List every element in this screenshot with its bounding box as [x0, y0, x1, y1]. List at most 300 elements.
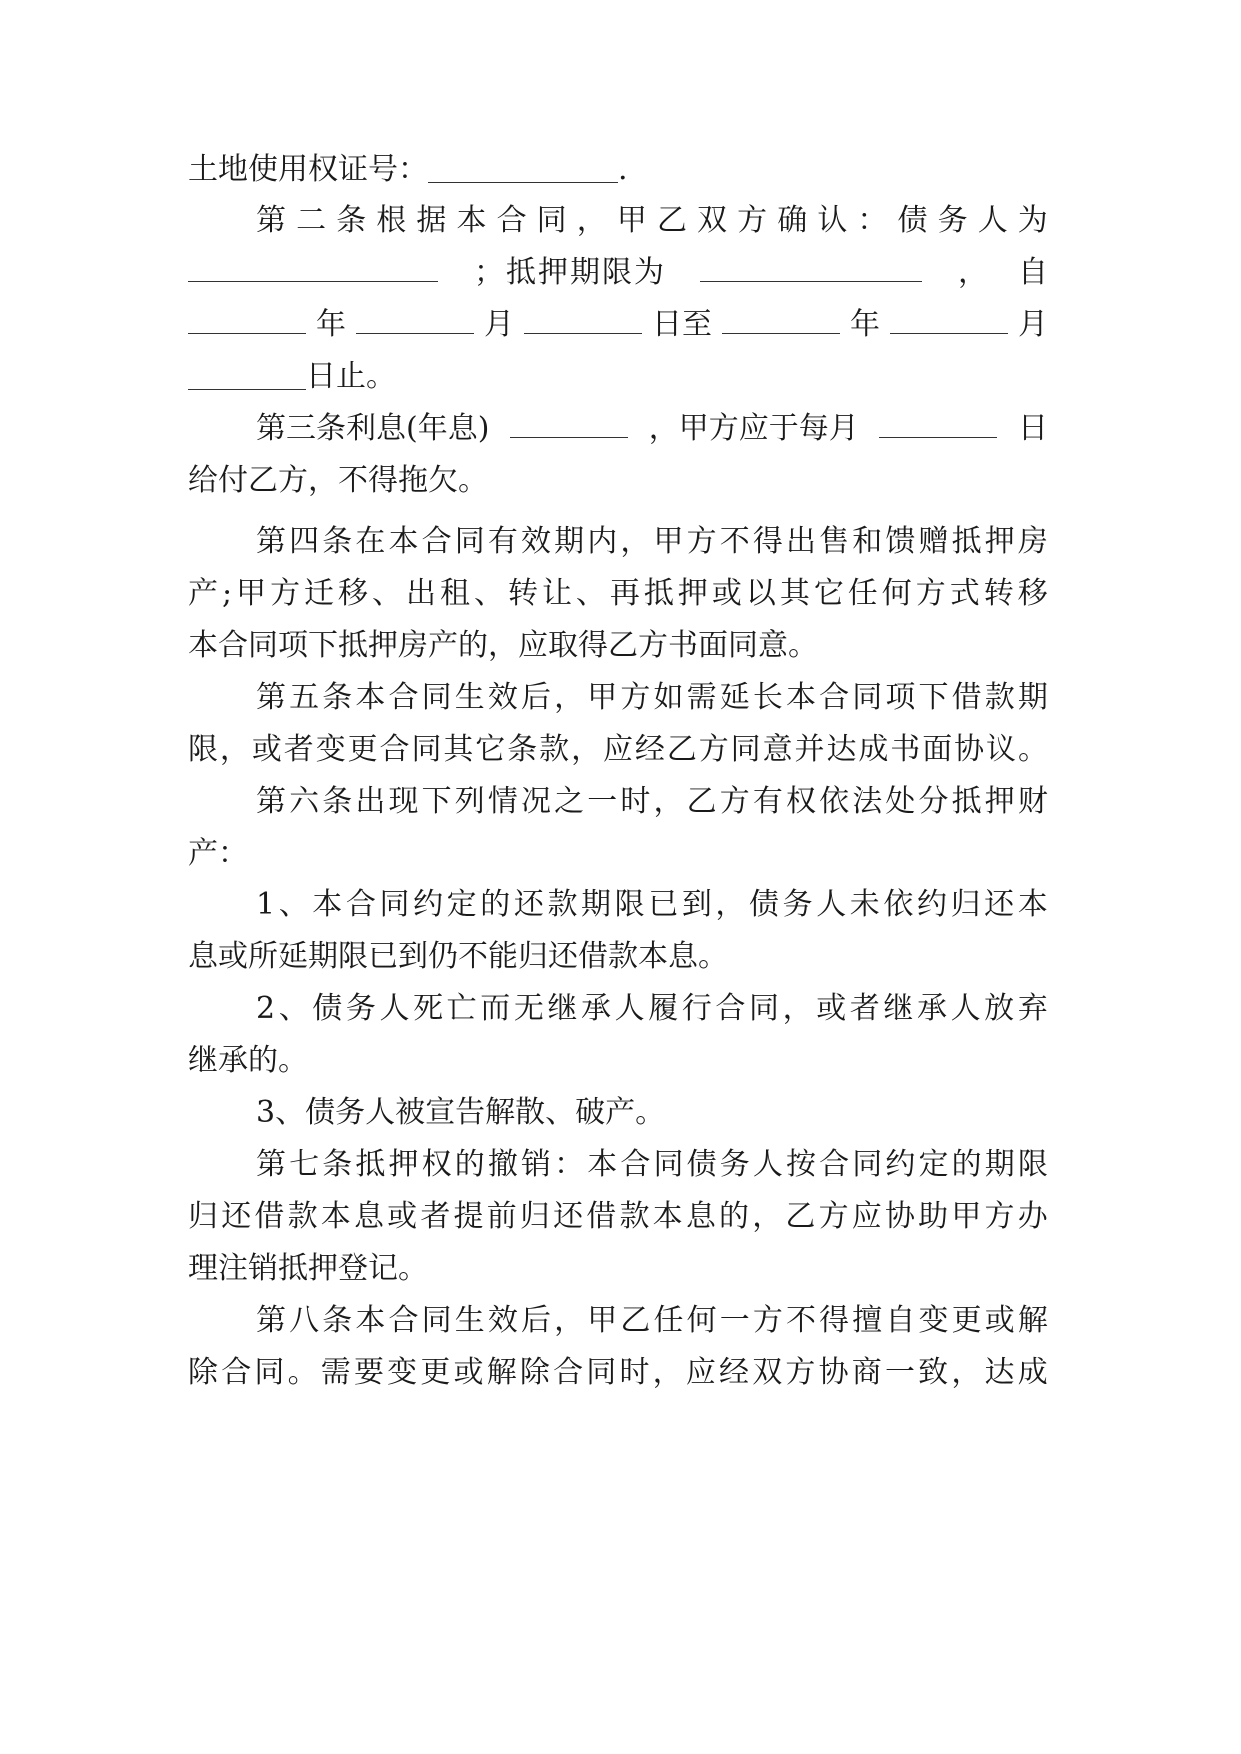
- char: 任: [847, 576, 878, 611]
- debtor-blank[interactable]: [188, 251, 438, 282]
- char: 合: [379, 732, 410, 767]
- char: 履: [648, 991, 679, 1026]
- char: 抵: [643, 576, 674, 611]
- char: 议: [986, 732, 1017, 767]
- char: 1: [256, 887, 276, 922]
- char: 提: [453, 1199, 484, 1234]
- char: 在: [355, 524, 386, 559]
- char: 据: [416, 203, 447, 238]
- char: 如: [653, 680, 684, 715]
- char: 约: [885, 1147, 916, 1182]
- char: 何: [881, 576, 912, 611]
- end-month-blank[interactable]: [890, 303, 1008, 334]
- char: 效: [487, 680, 518, 715]
- char: 合: [388, 1303, 419, 1338]
- char: 方: [686, 524, 717, 559]
- char: 同: [536, 203, 567, 238]
- char: 抵: [355, 1147, 386, 1182]
- char: 它: [813, 576, 844, 611]
- char: 按: [786, 1147, 816, 1182]
- char: 七: [289, 1147, 320, 1182]
- char: 押: [677, 576, 708, 611]
- char: 还: [221, 1199, 252, 1234]
- char: 解: [486, 1355, 517, 1390]
- char: 情: [487, 784, 518, 819]
- char: 款: [287, 1199, 318, 1234]
- char: 债: [686, 1147, 717, 1182]
- char: 定: [446, 887, 477, 922]
- article-2-line-2: [188, 245, 1048, 301]
- char: 本: [312, 887, 343, 922]
- char: 的: [454, 1147, 485, 1182]
- char: 到: [681, 887, 712, 922]
- char: 还: [513, 887, 544, 922]
- char: ；: [474, 255, 504, 290]
- date-range-line: [188, 297, 1048, 353]
- char: 分: [918, 784, 949, 819]
- land-use-certificate-blank[interactable]: [428, 152, 618, 183]
- char: 条: [336, 203, 367, 238]
- char: 同: [749, 991, 779, 1026]
- char: 财: [1017, 784, 1048, 819]
- char: 合: [421, 524, 452, 559]
- char: 务: [345, 991, 376, 1026]
- from-label: [958, 245, 1048, 301]
- char: 约: [916, 887, 947, 922]
- char: 处: [885, 784, 916, 819]
- char: 和: [852, 524, 883, 559]
- char: 现: [388, 784, 419, 819]
- char: 者: [420, 1199, 451, 1234]
- char: ，: [620, 524, 651, 559]
- char: 变: [315, 732, 346, 767]
- char: 时: [619, 1355, 650, 1390]
- article-5-line-2: [188, 722, 1048, 778]
- char: 项: [885, 680, 916, 715]
- char: 列: [454, 784, 485, 819]
- char: 前: [486, 1199, 517, 1234]
- char: 移: [1017, 576, 1048, 611]
- char: 借: [586, 1199, 617, 1234]
- char: 者: [283, 732, 314, 767]
- char: 转: [507, 576, 538, 611]
- char: 达: [984, 1355, 1015, 1390]
- end-day-line: [188, 349, 1048, 405]
- char: 书: [890, 732, 921, 767]
- char: 2: [256, 991, 276, 1026]
- char: 并: [794, 732, 825, 767]
- char: 不: [719, 524, 750, 559]
- char: ，: [219, 732, 250, 767]
- char: ：: [857, 203, 888, 238]
- char: 合: [819, 680, 850, 715]
- char: 方: [984, 1199, 1015, 1234]
- char: 同: [852, 1147, 883, 1182]
- char: 期: [554, 524, 585, 559]
- char: 同: [852, 680, 883, 715]
- char: 解: [1017, 1303, 1048, 1338]
- char: 款: [539, 732, 570, 767]
- char: 更: [347, 732, 378, 767]
- char: 房: [1017, 524, 1048, 559]
- char: 期: [984, 1147, 1015, 1182]
- char: 或: [984, 1303, 1015, 1338]
- char: 息: [353, 1199, 384, 1234]
- char: ，: [576, 203, 607, 238]
- char: 本: [388, 524, 419, 559]
- char: 条: [322, 784, 353, 819]
- char: ，: [958, 255, 988, 290]
- char: 二: [296, 203, 327, 238]
- end-year-blank[interactable]: [722, 303, 840, 334]
- char: 借: [254, 1199, 285, 1234]
- char: 人: [379, 991, 410, 1026]
- land-use-certificate-label: 土地使用权证号：: [188, 152, 428, 187]
- char: 而: [480, 991, 511, 1026]
- char: 归: [188, 1199, 218, 1234]
- char: 根: [376, 203, 407, 238]
- char: 、: [278, 887, 309, 922]
- char: 条: [322, 524, 353, 559]
- char: 未: [849, 887, 880, 922]
- char: 乙: [666, 732, 697, 767]
- char: 亡: [446, 991, 477, 1026]
- char: 变: [387, 1355, 418, 1390]
- char: 出: [786, 524, 816, 559]
- char: 需: [686, 680, 717, 715]
- char: ，: [951, 1355, 982, 1390]
- char: 售: [819, 524, 850, 559]
- char: 条: [507, 732, 538, 767]
- char: 出: [355, 784, 386, 819]
- article-7-line-1: [256, 1137, 1048, 1193]
- char: 需: [320, 1355, 351, 1390]
- end-day-label: 日止。: [306, 359, 396, 394]
- char: ，: [554, 1303, 585, 1338]
- char: 除: [188, 1355, 218, 1390]
- char: 、: [575, 576, 606, 611]
- char: 本: [1017, 887, 1048, 922]
- char: 有: [752, 784, 783, 819]
- char: 方: [698, 732, 729, 767]
- char: 第: [256, 1303, 286, 1338]
- char: 款: [619, 1199, 650, 1234]
- char: 为: [1017, 203, 1048, 238]
- day-label: 日: [1017, 411, 1048, 446]
- char: 死: [413, 991, 444, 1026]
- char: 依: [819, 784, 850, 819]
- char: 其: [779, 576, 810, 611]
- char: 限: [188, 732, 218, 767]
- char: 归: [519, 1199, 550, 1234]
- char: 押: [984, 524, 1015, 559]
- char: 认: [817, 203, 848, 238]
- clause-3-line: 3、债务人被宣告解散、破产。: [256, 1095, 666, 1130]
- article-8-line-1: [256, 1293, 1048, 1349]
- char: 效: [521, 524, 551, 559]
- char: 抵: [951, 524, 982, 559]
- char: 时: [620, 784, 651, 819]
- char: 出: [406, 576, 436, 611]
- article-7-line-2: [188, 1189, 1048, 1245]
- char: 成: [1017, 1355, 1048, 1390]
- char: 第: [256, 680, 286, 715]
- char: 有: [487, 524, 518, 559]
- char: 八: [289, 1303, 320, 1338]
- char: 务: [782, 887, 813, 922]
- start-day-blank[interactable]: [524, 303, 642, 334]
- article-3-line-1: [256, 401, 1048, 457]
- char: 同: [421, 1303, 452, 1338]
- char: 已: [648, 887, 679, 922]
- char: 变: [918, 1303, 949, 1338]
- clause-1-line-2: 息或所延期限已到仍不能归还借款本息。: [188, 939, 728, 974]
- period-mark: .: [618, 152, 628, 187]
- char: 约: [413, 887, 444, 922]
- char: 押: [984, 784, 1015, 819]
- char: 其: [443, 732, 474, 767]
- char: 得: [752, 524, 783, 559]
- monthly-payment-label: ，甲方应于每月: [648, 411, 859, 446]
- char: 甲: [236, 576, 267, 611]
- char: 助: [918, 1199, 949, 1234]
- char: 押: [538, 255, 568, 290]
- char: 生: [454, 1303, 485, 1338]
- mortgage-term-blank[interactable]: [700, 251, 922, 282]
- char: ，: [554, 680, 585, 715]
- char: 应: [685, 1355, 716, 1390]
- char: 归: [950, 887, 981, 922]
- clause-2-line-1: [256, 981, 1048, 1037]
- char: 、: [278, 991, 309, 1026]
- article-2-line-1: [256, 193, 1048, 249]
- char: 还: [984, 887, 1015, 922]
- char: 租: [439, 576, 470, 611]
- char: 除: [519, 1355, 550, 1390]
- char: 第: [256, 784, 286, 819]
- char: 同: [254, 1355, 285, 1390]
- start-year-blank[interactable]: [188, 303, 306, 334]
- char: 甲: [951, 1199, 982, 1234]
- payment-day-blank[interactable]: [879, 407, 997, 438]
- char: 期: [570, 255, 600, 290]
- char: 五: [289, 680, 320, 715]
- article-4-line-1: [256, 514, 1048, 570]
- char: 本: [587, 1147, 618, 1182]
- char: 同: [653, 1147, 684, 1182]
- char: 产: [188, 576, 218, 611]
- article-4-line-3: 本合同项下抵押房产的，应取得乙方书面同意。: [188, 628, 818, 663]
- char: 本: [456, 203, 487, 238]
- char: 依: [883, 887, 914, 922]
- char: 务: [719, 1147, 750, 1182]
- article-7-line-3: 理注销抵押登记。: [188, 1251, 428, 1286]
- char: 四: [289, 524, 320, 559]
- char: 放: [984, 991, 1015, 1026]
- char: 再: [609, 576, 640, 611]
- day-to-label: 日至: [652, 307, 712, 342]
- char: 或: [387, 1199, 418, 1234]
- char: 经: [719, 1355, 749, 1390]
- char: 双: [752, 1355, 783, 1390]
- mortgage-term-label: [474, 245, 664, 301]
- char: ，: [715, 887, 746, 922]
- char: ，: [752, 1199, 783, 1234]
- char: 内: [587, 524, 618, 559]
- char: 借: [951, 680, 982, 715]
- char: 一: [719, 1303, 750, 1338]
- char: 、: [372, 576, 403, 611]
- end-year-label: 年: [850, 307, 880, 342]
- interest-blank[interactable]: [510, 407, 628, 438]
- char: 同: [411, 732, 442, 767]
- char: 限: [602, 255, 632, 290]
- char: 债: [897, 203, 928, 238]
- char: 限: [1017, 1147, 1048, 1182]
- char: 合: [553, 1355, 584, 1390]
- char: 甲: [653, 524, 684, 559]
- char: 务: [937, 203, 968, 238]
- char: 者: [849, 991, 880, 1026]
- char: 合: [345, 887, 376, 922]
- char: 乙: [785, 1199, 816, 1234]
- char: 经: [634, 732, 665, 767]
- article-5-line-1: [256, 670, 1048, 726]
- char: 自: [885, 1303, 916, 1338]
- char: 合: [388, 680, 419, 715]
- char: 面: [922, 732, 953, 767]
- char: 息: [685, 1199, 716, 1234]
- char: 合: [620, 1147, 651, 1182]
- char: 甲: [587, 680, 618, 715]
- clause-2-line-2: 继承的。: [188, 1043, 308, 1078]
- char: 方: [752, 1303, 783, 1338]
- char: 或: [816, 991, 847, 1026]
- char: 合: [221, 1355, 252, 1390]
- char: 确: [777, 203, 808, 238]
- char: 本: [355, 680, 386, 715]
- char: 迁: [304, 576, 335, 611]
- char: 后: [521, 1303, 551, 1338]
- char: 方: [818, 1199, 849, 1234]
- start-month-blank[interactable]: [356, 303, 474, 334]
- char: 或: [251, 732, 282, 767]
- char: 一: [884, 1355, 915, 1390]
- interest-label: 第三条利息(年息): [256, 411, 490, 446]
- article-4-line-2: [188, 566, 1048, 622]
- char: 人: [614, 991, 645, 1026]
- char: 本: [320, 1199, 351, 1234]
- char: 方: [915, 576, 946, 611]
- char: 效: [487, 1303, 518, 1338]
- char: 的: [480, 887, 511, 922]
- char: 条: [322, 680, 353, 715]
- article-6-line-1: [256, 774, 1048, 830]
- char: 应: [851, 1199, 882, 1234]
- month-label: 月: [484, 307, 514, 342]
- char: 延: [719, 680, 750, 715]
- char: ：: [554, 1147, 585, 1182]
- char: 本: [786, 680, 816, 715]
- char: 款: [547, 887, 578, 922]
- char: 弃: [1017, 991, 1048, 1026]
- char: 方: [785, 1355, 816, 1390]
- char: 让: [541, 576, 572, 611]
- char: 第: [256, 1147, 286, 1182]
- char: 方: [719, 784, 750, 819]
- char: 甲: [587, 1303, 618, 1338]
- char: 它: [475, 732, 506, 767]
- char: 限: [614, 887, 645, 922]
- char: 任: [653, 1303, 684, 1338]
- char: 方: [270, 576, 301, 611]
- char: 款: [984, 680, 1015, 715]
- char: 长: [752, 680, 783, 715]
- char: 本: [355, 1303, 386, 1338]
- char: 乙: [656, 203, 687, 238]
- land-use-certificate-line: [188, 142, 1048, 198]
- char: 人: [816, 887, 847, 922]
- char: 之: [554, 784, 585, 819]
- char: 移: [338, 576, 369, 611]
- char: 第: [256, 203, 286, 238]
- char: 。: [287, 1355, 318, 1390]
- char: 以: [745, 576, 776, 611]
- char: 第: [256, 524, 286, 559]
- char: 撤: [487, 1147, 518, 1182]
- char: 得: [819, 1303, 850, 1338]
- char: 、: [473, 576, 504, 611]
- char: 条: [322, 1147, 353, 1182]
- char: 抵: [506, 255, 536, 290]
- char: ，: [653, 784, 684, 819]
- end-month-label: 月: [1018, 307, 1048, 342]
- char: 后: [521, 680, 551, 715]
- year-label: 年: [316, 307, 346, 342]
- char: 定: [918, 1147, 949, 1182]
- char: 应: [602, 732, 633, 767]
- char: 生: [454, 680, 485, 715]
- char: 一: [587, 784, 618, 819]
- char: 协: [954, 732, 985, 767]
- article-3-line-2: 给付乙方，不得拖欠。: [188, 463, 488, 498]
- char: 的: [951, 1147, 982, 1182]
- char: 擅: [852, 1303, 883, 1338]
- article-8-line-2: [188, 1345, 1048, 1401]
- char: 协: [884, 1199, 915, 1234]
- end-day-blank[interactable]: [188, 359, 306, 390]
- char: 协: [818, 1355, 849, 1390]
- char: 何: [686, 1303, 717, 1338]
- char: 继: [883, 991, 914, 1026]
- char: 致: [918, 1355, 949, 1390]
- char: 期: [1017, 680, 1048, 715]
- char: 更: [420, 1355, 451, 1390]
- char: 本: [652, 1199, 683, 1234]
- char: 不: [786, 1303, 816, 1338]
- char: 债: [749, 887, 779, 922]
- char: 人: [752, 1147, 783, 1182]
- char: 行: [681, 991, 712, 1026]
- char: 转: [983, 576, 1014, 611]
- char: 条: [322, 1303, 353, 1338]
- char: 承: [581, 991, 612, 1026]
- char: 办: [1017, 1199, 1048, 1234]
- char: 合: [496, 203, 527, 238]
- char: 合: [819, 1147, 850, 1182]
- char: 甲: [616, 203, 647, 238]
- char: 同: [586, 1355, 617, 1390]
